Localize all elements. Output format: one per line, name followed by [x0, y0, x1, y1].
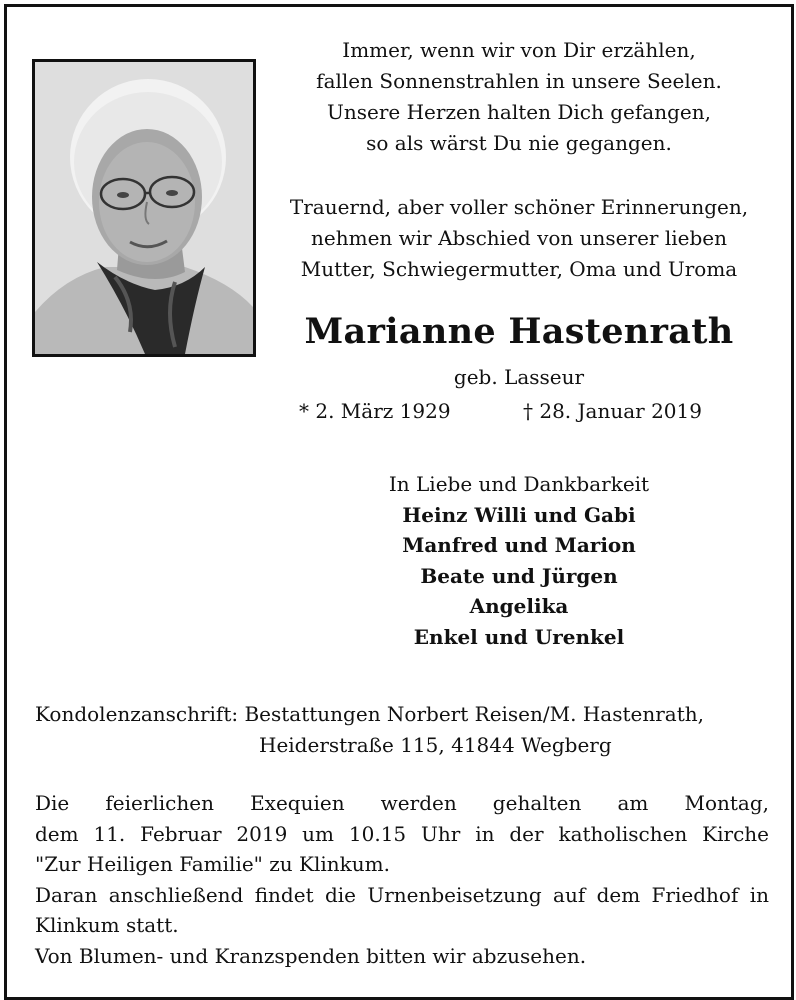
mourner-name: Angelika	[469, 594, 569, 618]
mourner-name: Manfred und Marion	[402, 533, 636, 557]
verse-line: fallen Sonnenstrahlen in unsere Seelen.	[316, 69, 722, 93]
condolence-address	[35, 699, 704, 761]
service-details	[35, 788, 769, 971]
birth-name: geb. Lasseur	[453, 365, 585, 389]
details-line: Daran anschließend findet die Urnenbeisetzung auf dem Friedhof in	[35, 882, 769, 907]
mourner-name: Beate und Jürgen	[420, 563, 618, 588]
address-line: Heiderstraße 115, 41844 Wegberg	[259, 733, 612, 757]
verse-line: Immer, wenn wir von Dir erzählen,	[342, 38, 696, 62]
mourners-lead: In Liebe und Dankbarkeit	[388, 472, 650, 496]
details-line: Von Blumen- und Kranzspenden bitten wir abzusehen.	[35, 943, 587, 968]
mourner-name: Heinz Willi und Gabi	[402, 502, 636, 527]
details-line: dem 11. Februar 2019 um 10.15 Uhr in der katholischen Kirche	[35, 821, 769, 846]
details-line: Klinkum statt.	[35, 913, 179, 937]
obituary-notice	[4, 4, 794, 1000]
verse-line: so als wärst Du nie gegangen.	[366, 131, 672, 155]
birth-date: * 2. März 1929	[299, 399, 451, 423]
verse-line: Unsere Herzen halten Dich gefangen,	[327, 100, 711, 124]
details-line: "Zur Heiligen Familie" zu Klinkum.	[35, 852, 390, 876]
address-line: Kondolenzanschrift: Bestattungen Norbert Reisen/M. Hastenrath,	[35, 702, 704, 726]
portrait-photo	[32, 59, 256, 357]
intro-line: nehmen wir Abschied von unserer lieben	[311, 226, 727, 250]
farewell-intro	[267, 192, 771, 285]
memorial-verse	[267, 35, 771, 159]
death-date: † 28. Januar 2019	[523, 399, 702, 423]
deceased-name: Marianne Hastenrath	[304, 311, 734, 352]
details-line: Die feierlichen Exequien werden gehalten am Montag,	[35, 791, 769, 815]
intro-line: Mutter, Schwiegermutter, Oma und Uroma	[300, 257, 738, 281]
intro-line: Trauernd, aber voller schöner Erinnerungen,	[289, 195, 749, 219]
portrait-image	[35, 62, 253, 354]
mourners-list	[267, 469, 771, 652]
mourner-name: Enkel und Urenkel	[413, 624, 625, 649]
